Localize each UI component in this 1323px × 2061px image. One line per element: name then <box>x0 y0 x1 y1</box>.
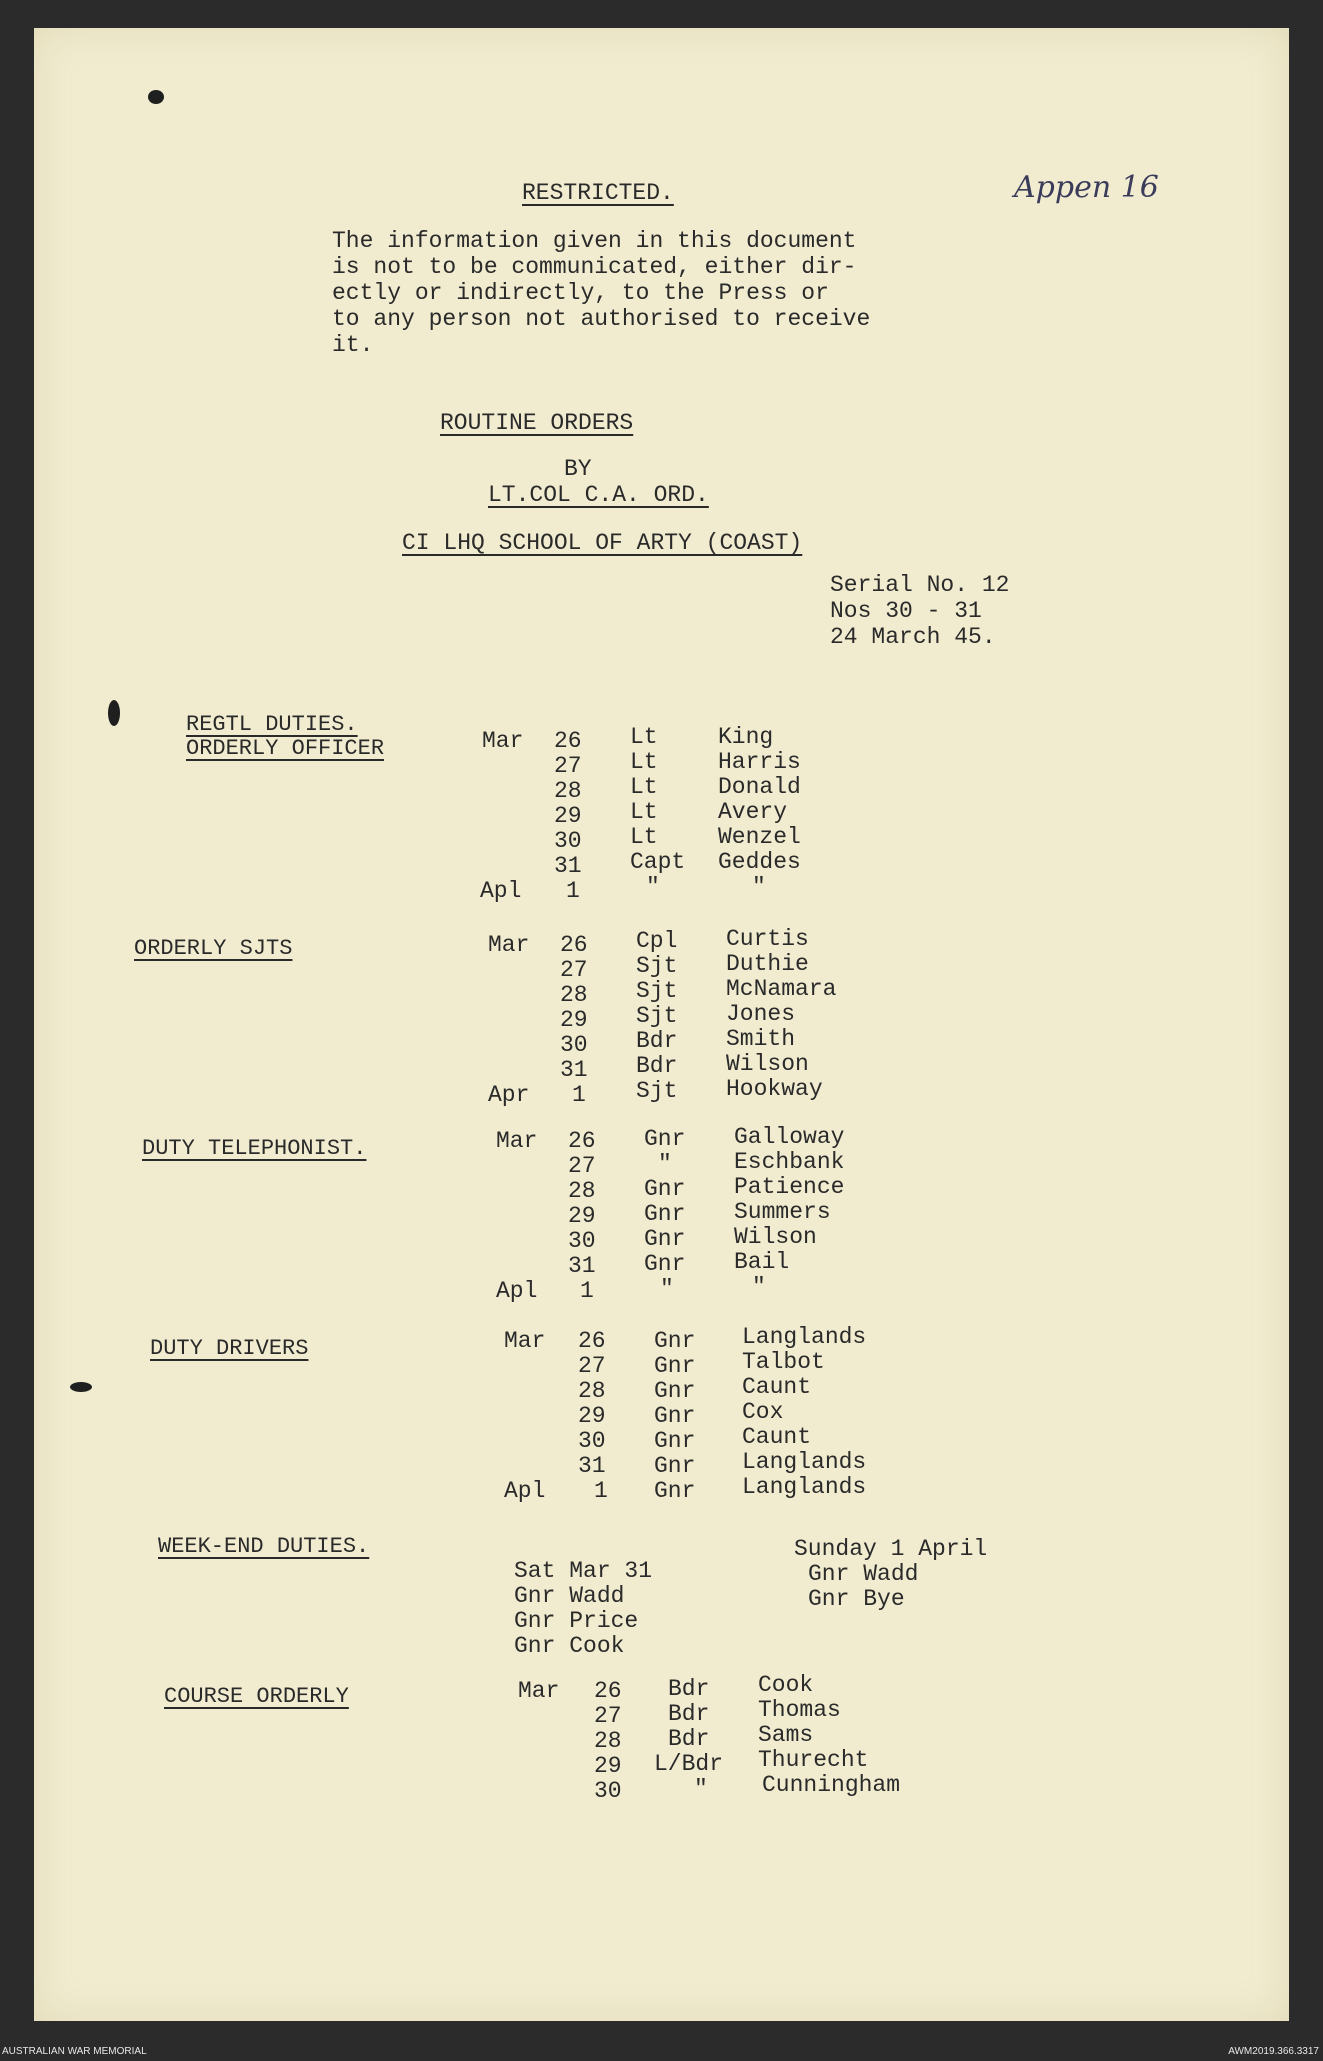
rank-cell: Bdr <box>668 1676 710 1702</box>
rank-cell: Lt <box>630 774 658 800</box>
rank-cell: Gnr <box>654 1478 696 1504</box>
name-cell: Summers <box>734 1199 831 1225</box>
rank-cell: Gnr <box>654 1453 696 1479</box>
officer-line: LT.COL C.A. ORD. <box>488 482 709 508</box>
day-cell: 26 <box>578 1328 606 1354</box>
name-cell: Talbot <box>742 1349 825 1375</box>
name-cell: Bail <box>734 1249 790 1275</box>
day-cell: 1 <box>566 878 580 904</box>
day-cell: 26 <box>568 1128 596 1154</box>
orderly-sjts-heading: ORDERLY SJTS <box>134 936 293 961</box>
sunday-duty: Gnr Wadd <box>808 1561 919 1587</box>
name-cell: Wilson <box>734 1224 817 1250</box>
day-cell: 1 <box>580 1278 594 1304</box>
name-cell: Patience <box>734 1174 845 1200</box>
rank-cell: Gnr <box>644 1251 686 1277</box>
notice-line: it. <box>332 332 374 358</box>
day-cell: 1 <box>572 1082 586 1108</box>
day-cell: 29 <box>594 1753 622 1779</box>
saturday-date: Sat Mar 31 <box>514 1558 653 1584</box>
day-cell: 27 <box>578 1353 606 1379</box>
day-cell: 30 <box>554 828 582 854</box>
month-cell: Mar <box>504 1328 546 1354</box>
rank-cell: Lt <box>630 749 658 775</box>
name-cell: " <box>752 874 766 900</box>
rank-cell: " <box>694 1776 708 1802</box>
name-cell: Cox <box>742 1399 784 1425</box>
name-cell: Thomas <box>758 1697 841 1723</box>
day-cell: 30 <box>578 1428 606 1454</box>
saturday-duty: Gnr Price <box>514 1608 639 1634</box>
day-cell: 26 <box>594 1678 622 1704</box>
footer-right: AWM2019.366.3317 <box>1228 2046 1319 2057</box>
day-cell: 27 <box>594 1703 622 1729</box>
document-page <box>34 28 1289 2021</box>
rank-cell: Capt <box>630 849 686 875</box>
rank-cell: Lt <box>630 824 658 850</box>
week-end-heading: WEEK-END DUTIES. <box>158 1534 370 1559</box>
unit-line: CI LHQ SCHOOL OF ARTY (COAST) <box>402 530 803 556</box>
course-orderly-heading: COURSE ORDERLY <box>164 1684 349 1709</box>
rank-cell: " <box>658 1151 672 1177</box>
month-cell: Mar <box>518 1678 560 1704</box>
rank-cell: " <box>660 1276 674 1302</box>
month-cell: Mar <box>482 728 524 754</box>
day-cell: 27 <box>560 957 588 983</box>
rank-cell: Bdr <box>668 1726 710 1752</box>
rank-cell: Cpl <box>636 928 678 954</box>
day-cell: 30 <box>560 1032 588 1058</box>
name-cell: Cunningham <box>762 1772 901 1798</box>
day-cell: 29 <box>578 1403 606 1429</box>
rank-cell: L/Bdr <box>654 1751 724 1777</box>
month-cell: Mar <box>488 932 530 958</box>
rank-cell: Sjt <box>636 1003 678 1029</box>
rank-cell: Bdr <box>636 1028 678 1054</box>
rank-cell: Lt <box>630 799 658 825</box>
duty-drivers-heading: DUTY DRIVERS <box>150 1336 309 1361</box>
rank-cell: Gnr <box>654 1403 696 1429</box>
name-cell: Galloway <box>734 1124 845 1150</box>
month-cell: Apl <box>496 1278 538 1304</box>
month-cell: Apl <box>504 1478 546 1504</box>
day-cell: 26 <box>560 932 588 958</box>
notice-line: to any person not authorised to receive <box>332 306 871 332</box>
rank-cell: Gnr <box>654 1378 696 1404</box>
name-cell: Smith <box>726 1026 796 1052</box>
day-cell: 31 <box>554 853 582 879</box>
day-cell: 28 <box>568 1178 596 1204</box>
name-cell: Cook <box>758 1672 814 1698</box>
footer-left: AUSTRALIAN WAR MEMORIAL <box>2 2046 147 2057</box>
name-cell: " <box>752 1274 766 1300</box>
name-cell: Eschbank <box>734 1149 845 1175</box>
name-cell: Sams <box>758 1722 814 1748</box>
month-cell: Apr <box>488 1082 530 1108</box>
order-date: 24 March 45. <box>830 624 996 650</box>
day-cell: 26 <box>554 728 582 754</box>
name-cell: Langlands <box>742 1324 867 1350</box>
ink-mark <box>108 700 120 726</box>
day-cell: 28 <box>554 778 582 804</box>
day-cell: 28 <box>578 1378 606 1404</box>
day-cell: 31 <box>568 1253 596 1279</box>
name-cell: McNamara <box>726 976 837 1002</box>
name-cell: Wilson <box>726 1051 809 1077</box>
sunday-duty: Gnr Bye <box>808 1586 905 1612</box>
by-line: BY <box>564 456 592 482</box>
ink-mark <box>70 1382 92 1392</box>
name-cell: Thurecht <box>758 1747 869 1773</box>
saturday-duty: Gnr Wadd <box>514 1583 625 1609</box>
document-title: ROUTINE ORDERS <box>440 410 634 436</box>
day-cell: 1 <box>594 1478 608 1504</box>
handwritten-note: Appen 16 <box>1014 170 1159 205</box>
rank-cell: Bdr <box>636 1053 678 1079</box>
name-cell: Avery <box>718 799 788 825</box>
rank-cell: Gnr <box>654 1428 696 1454</box>
day-cell: 30 <box>568 1228 596 1254</box>
name-cell: Geddes <box>718 849 801 875</box>
rank-cell: Bdr <box>668 1701 710 1727</box>
day-cell: 29 <box>560 1007 588 1033</box>
month-cell: Apl <box>480 878 522 904</box>
name-cell: Curtis <box>726 926 809 952</box>
regtl-duties-heading: REGTL DUTIES. <box>186 712 358 737</box>
day-cell: 31 <box>560 1057 588 1083</box>
name-cell: Harris <box>718 749 801 775</box>
day-cell: 27 <box>554 753 582 779</box>
name-cell: Caunt <box>742 1374 812 1400</box>
sunday-date: Sunday 1 April <box>794 1536 988 1562</box>
rank-cell: Gnr <box>644 1226 686 1252</box>
name-cell: Wenzel <box>718 824 801 850</box>
orderly-officer-heading: ORDERLY OFFICER <box>186 736 385 761</box>
name-cell: Jones <box>726 1001 796 1027</box>
day-cell: 29 <box>554 803 582 829</box>
month-cell: Mar <box>496 1128 538 1154</box>
ink-mark <box>148 90 164 104</box>
day-cell: 27 <box>568 1153 596 1179</box>
rank-cell: Sjt <box>636 953 678 979</box>
rank-cell: Gnr <box>644 1176 686 1202</box>
rank-cell: Gnr <box>654 1328 696 1354</box>
rank-cell: Gnr <box>644 1126 686 1152</box>
rank-cell: Lt <box>630 724 658 750</box>
restricted-heading: RESTRICTED. <box>522 180 674 206</box>
serial-number: Serial No. 12 <box>830 572 1010 598</box>
rank-cell: " <box>646 874 660 900</box>
day-cell: 30 <box>594 1778 622 1804</box>
name-cell: Caunt <box>742 1424 812 1450</box>
order-numbers: Nos 30 - 31 <box>830 598 982 624</box>
day-cell: 28 <box>594 1728 622 1754</box>
saturday-duty: Gnr Cook <box>514 1633 625 1659</box>
day-cell: 28 <box>560 982 588 1008</box>
rank-cell: Sjt <box>636 1078 678 1104</box>
notice-line: ectly or indirectly, to the Press or <box>332 280 829 306</box>
name-cell: Duthie <box>726 951 809 977</box>
rank-cell: Sjt <box>636 978 678 1004</box>
notice-line: The information given in this document <box>332 228 857 254</box>
rank-cell: Gnr <box>644 1201 686 1227</box>
notice-line: is not to be communicated, either dir- <box>332 254 857 280</box>
name-cell: King <box>718 724 774 750</box>
name-cell: Langlands <box>742 1449 867 1475</box>
day-cell: 29 <box>568 1203 596 1229</box>
name-cell: Langlands <box>742 1474 867 1500</box>
name-cell: Hookway <box>726 1076 823 1102</box>
duty-telephonist-heading: DUTY TELEPHONIST. <box>142 1136 367 1161</box>
rank-cell: Gnr <box>654 1353 696 1379</box>
name-cell: Donald <box>718 774 801 800</box>
day-cell: 31 <box>578 1453 606 1479</box>
